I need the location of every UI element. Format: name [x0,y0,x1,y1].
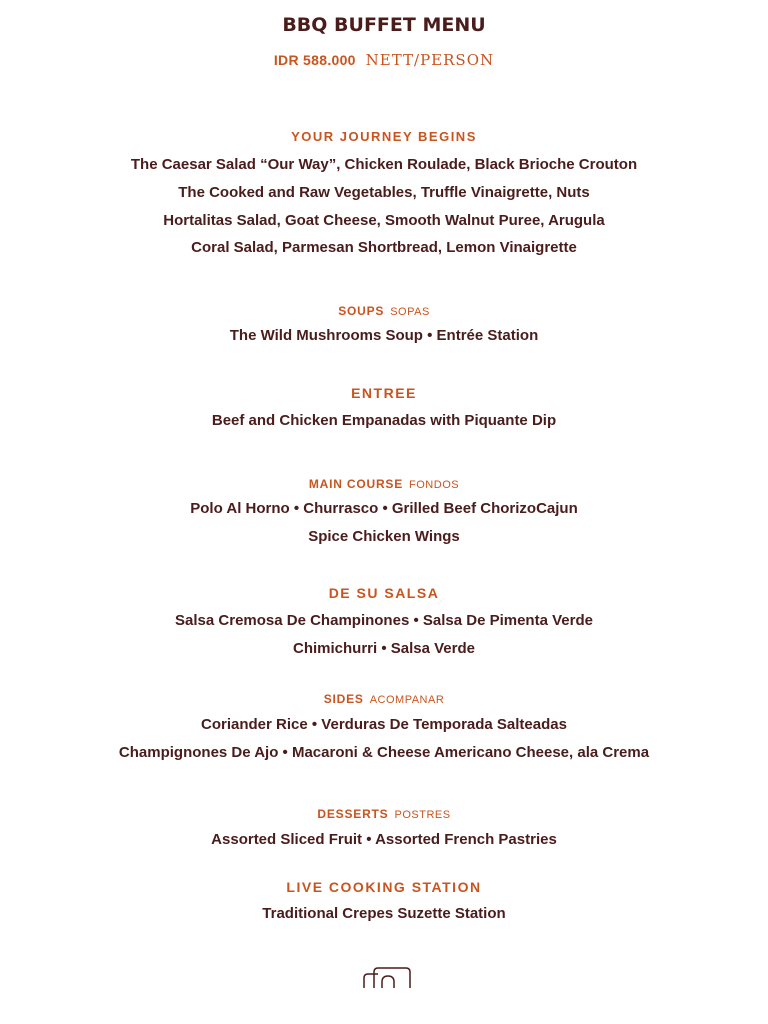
menu-item: Traditional Crepes Suzette Station [262,905,506,922]
menu-item: Coral Salad, Parmesan Shortbread, Lemon Vinaigrette [191,239,577,256]
section-heading-entree: ENTREE [351,385,417,401]
section-heading-label: SOUPS [338,304,385,318]
menu-item: Beef and Chicken Empanadas with Piquante Dip [211,412,557,429]
menu-item: Assorted Sliced Fruit • Assorted French Pastries [211,831,557,848]
arch-logo-icon [362,964,414,995]
section-heading-sides [0,692,768,706]
section-subheading: ACOMPANAR [369,694,445,706]
section-heading-desserts [0,807,768,821]
menu-item: Coriander Rice • Verduras De Temporada Salteadas [201,716,567,733]
menu-item: Spice Chicken Wings [308,528,460,545]
menu-item: The Cooked and Raw Vegetables, Truffle Vinaigrette, Nuts [178,184,590,201]
section-heading-journey: YOUR JOURNEY BEGINS [291,129,477,144]
price-unit: NETT/PERSON [365,51,495,69]
section-heading-label: MAIN COURSE [308,477,404,491]
section-heading-salsa: DE SU SALSA [328,585,440,601]
price-amount: IDR 588.000 [273,52,356,68]
menu-item: Chimichurri • Salsa Verde [293,640,475,657]
menu-item: Salsa Cremosa De Champinones • Salsa De Pimenta Verde [175,612,593,629]
menu-item: Polo Al Horno • Churrasco • Grilled Beef ChorizoCajun [190,500,578,517]
menu-item: Hortalitas Salad, Goat Cheese, Smooth Walnut Puree, Arugula [163,212,605,229]
section-subheading: SOPAS [390,306,430,318]
menu-item: Champignones De Ajo • Macaroni & Cheese Americano Cheese, ala Crema [118,744,650,761]
section-heading-main-course [0,477,768,491]
section-heading-label: SIDES [323,692,364,706]
section-subheading: FONDOS [409,479,460,491]
menu-item: The Wild Mushrooms Soup • Entrée Station [229,327,539,344]
section-heading-soups [0,304,768,318]
section-subheading: POSTRES [394,809,451,821]
menu-title: BBQ BUFFET MENU [282,14,486,36]
section-heading-live-cooking: LIVE COOKING STATION [286,879,482,895]
menu-price [0,51,768,69]
section-heading-label: DESSERTS [317,807,389,821]
menu-item: The Caesar Salad “Our Way”, Chicken Roulade, Black Brioche Crouton [130,156,638,173]
